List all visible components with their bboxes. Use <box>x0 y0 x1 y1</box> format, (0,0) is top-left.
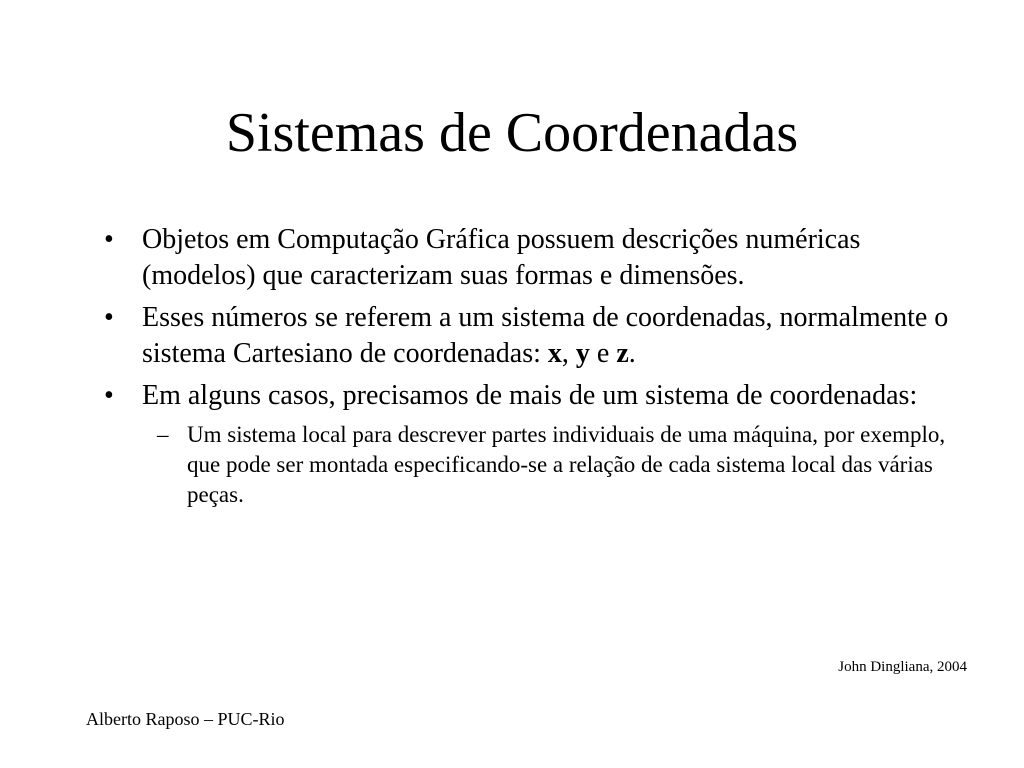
bullet-list <box>104 222 954 510</box>
sub-bullet-marker: – <box>157 422 169 447</box>
separator-text: , <box>561 338 576 369</box>
end-punctuation: . <box>628 338 636 369</box>
sub-bullet-text: Um sistema local para descrever partes individuais de uma máquina, por exemplo, que pode ser montada especificando-se a relação de cada sistema local das várias peças. <box>187 422 946 507</box>
bullet-item <box>104 300 954 372</box>
slide-footer: Alberto Raposo – PUC-Rio <box>86 709 285 729</box>
slide-title: Sistemas de Coordenadas <box>225 102 799 164</box>
bullet-text: Em alguns casos, precisamos de mais de um sistema de coordenadas: <box>142 380 918 411</box>
axis-z-label: z <box>616 338 629 369</box>
sub-bullet-item <box>104 420 954 510</box>
bullet-text: Esses números se referem a um sistema de coordenadas, normalmente o sistema Cartesiano de coordenadas: <box>142 302 949 369</box>
bullet-text: Objetos em Computação Gráfica possuem descrições numéricas (modelos) que caracterizam suas formas e dimensões. <box>142 224 861 291</box>
bullet-item <box>104 222 954 294</box>
bullet-marker: • <box>104 224 114 255</box>
bullet-marker: • <box>104 302 114 333</box>
axis-x-label: x <box>547 338 562 369</box>
source-credit: John Dingliana, 2004 <box>838 659 967 675</box>
bullet-item <box>104 378 954 414</box>
axis-y-label: y <box>575 338 590 369</box>
separator-text: e <box>589 338 617 369</box>
bullet-marker: • <box>104 380 114 411</box>
